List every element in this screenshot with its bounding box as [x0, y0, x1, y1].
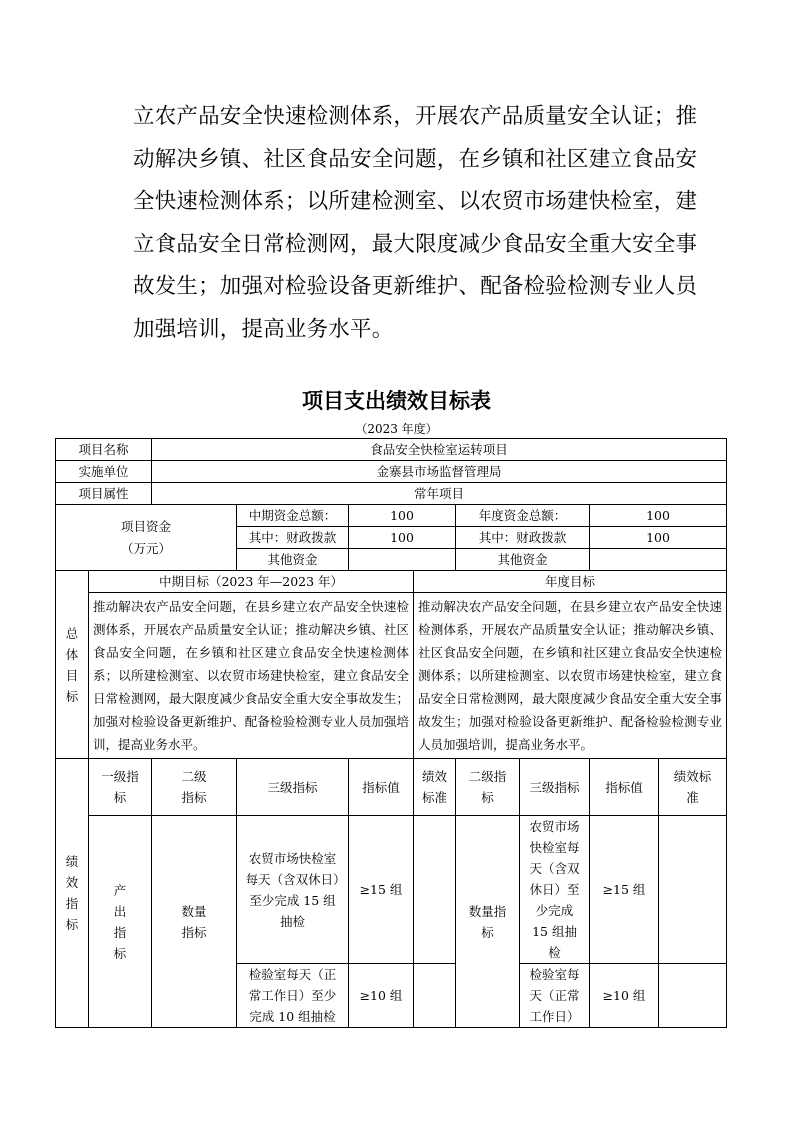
- annual-total-label: 年度资金总额：: [456, 505, 590, 527]
- label-char: 产: [113, 882, 127, 898]
- label-char: 标: [113, 945, 127, 961]
- table-row: [56, 439, 727, 461]
- header-value: 指标值: [349, 759, 414, 816]
- indicator-standard: [414, 816, 456, 964]
- level1-output-indicator: [89, 816, 152, 1028]
- paragraph-line: 全快速检测体系；以所建检测室、以农贸市场建快检室，建: [133, 189, 698, 214]
- mid-other-value: [349, 549, 456, 571]
- header-standard-annual: 绩效标准: [659, 759, 727, 816]
- paragraph-line: 动解决乡镇、社区食品安全问题，在乡镇和社区建立食品安: [133, 146, 698, 172]
- table-row: [56, 571, 727, 593]
- label-char: 绩: [65, 854, 79, 869]
- project-attribute-value: 常年项目: [152, 483, 727, 505]
- label-char: 总: [65, 625, 79, 641]
- header-level2-annual: 二级指标: [456, 759, 520, 816]
- mid-other-label: 其他资金: [237, 549, 349, 571]
- project-name-value: 食品安全快检室运转项目: [152, 439, 727, 461]
- project-funds-label: [56, 505, 237, 571]
- annual-other-label: 其他资金: [456, 549, 590, 571]
- indicator-standard: [414, 964, 456, 1028]
- implementing-unit-label: 实施单位: [56, 461, 152, 483]
- mid-term-goal-text: 推动解决农产品安全问题，在县乡建立农产品安全快速检测体系，开展农产品质量安全认证；推动解决乡镇、社区食品安全问题，在乡镇和社区建立食品安全快速检测体系；以所建检测室、以农贸市场建快检室，建立食品安全日常检测网，最大限度减少食品安全重大安全事故发生；加强对检验设备更新维护、配备检验检测专业人员加强培训，提高业务水平。: [89, 593, 414, 759]
- indicator-value: ≥15 组: [349, 816, 414, 964]
- mid-fiscal-value: 100: [349, 527, 456, 549]
- annual-other-value: [590, 549, 727, 571]
- project-attribute-label: 项目属性: [56, 483, 152, 505]
- mid-term-goal-header: 中期目标（2023 年—2023 年）: [89, 571, 414, 593]
- label-char: 出: [113, 903, 127, 919]
- indicator-value-annual: ≥15 组: [590, 816, 659, 964]
- label-char: 效: [65, 875, 79, 890]
- performance-indicator-label: [56, 759, 89, 1028]
- level3-indicator: 农贸市场快检室每天（含双休日）至少完成 15 组抽检: [237, 816, 349, 964]
- label-char: 指: [65, 896, 79, 911]
- level2-quantity-indicator: 数量指标: [152, 816, 237, 1028]
- indicator-standard-annual: [659, 964, 727, 1028]
- paragraph-line: 故发生；加强对检验设备更新维护、配备检验检测专业人员: [133, 274, 698, 299]
- header-level3: 三级指标: [237, 759, 349, 816]
- table-title: 项目支出绩效目标表: [302, 389, 491, 413]
- header-level3-annual: 三级指标: [520, 759, 590, 816]
- mid-total-value: 100: [349, 505, 456, 527]
- label-char: 指: [113, 924, 127, 940]
- paragraph-line: 立农产品安全快速检测体系，开展农产品质量安全认证；推: [133, 104, 698, 129]
- table-row: [56, 505, 727, 527]
- implementing-unit-value: 金寨县市场监督管理局: [152, 461, 727, 483]
- paragraph-line: 加强培训，提高业务水平。: [133, 316, 394, 342]
- body-paragraph: [133, 96, 698, 351]
- indicator-standard-annual: [659, 816, 727, 964]
- annual-fiscal-value: 100: [590, 527, 727, 549]
- header-level2: 二级指标: [152, 759, 237, 816]
- table-year: （2023 年度）: [355, 422, 438, 436]
- annual-goal-text: 推动解决农产品安全问题，在县乡建立农产品安全快速检测体系，开展农产品质量安全认证；推动解决乡镇、社区食品安全问题，在乡镇和社区建立食品安全快速检测体系；以所建检测室、以农贸市场建快检室，建立食品安全日常检测网，最大限度减少食品安全重大安全事故发生；加强对检验设备更新维护、配备检验检测专业人员加强培训，提高业务水平。: [414, 593, 727, 759]
- project-name-label: 项目名称: [56, 439, 152, 461]
- header-value-annual: 指标值: [590, 759, 659, 816]
- table-row: [56, 816, 727, 964]
- paragraph-line: 立食品安全日常检测网，最大限度减少食品安全重大安全事: [133, 231, 698, 257]
- level3-indicator-annual: 农贸市场快检室每天（含双休日）至少完成 15 组抽检: [520, 816, 590, 964]
- indicator-value: ≥10 组: [349, 964, 414, 1028]
- annual-total-value: 100: [590, 505, 727, 527]
- indicator-value-annual: ≥10 组: [590, 964, 659, 1028]
- table-row: [56, 483, 727, 505]
- level3-indicator-annual: 检验室每天（正常工作日）: [520, 964, 590, 1028]
- label-char: 标: [65, 917, 79, 932]
- table-row: [56, 759, 727, 816]
- mid-fiscal-label: 其中：财政拨款: [237, 527, 349, 549]
- funds-label-line: 项目资金: [121, 518, 172, 534]
- level3-indicator: 检验室每天（正常工作日）至少完成 10 组抽检: [237, 964, 349, 1028]
- table-row: [56, 461, 727, 483]
- annual-fiscal-label: 其中：财政拨款: [456, 527, 590, 549]
- mid-total-label: 中期资金总额：: [237, 505, 349, 527]
- label-char: 体: [65, 646, 79, 662]
- annual-goal-header: 年度目标: [414, 571, 727, 593]
- level2-quantity-indicator-annual: 数量指标: [456, 816, 520, 1028]
- header-standard: 绩效标准: [414, 759, 456, 816]
- funds-label-unit: （万元）: [121, 540, 172, 556]
- overall-goal-label: [56, 571, 89, 759]
- table-row: [56, 593, 727, 759]
- label-char: 标: [65, 688, 79, 704]
- performance-goal-table: [55, 438, 727, 1028]
- label-char: 目: [65, 667, 79, 683]
- header-level1: 一级指标: [89, 759, 152, 816]
